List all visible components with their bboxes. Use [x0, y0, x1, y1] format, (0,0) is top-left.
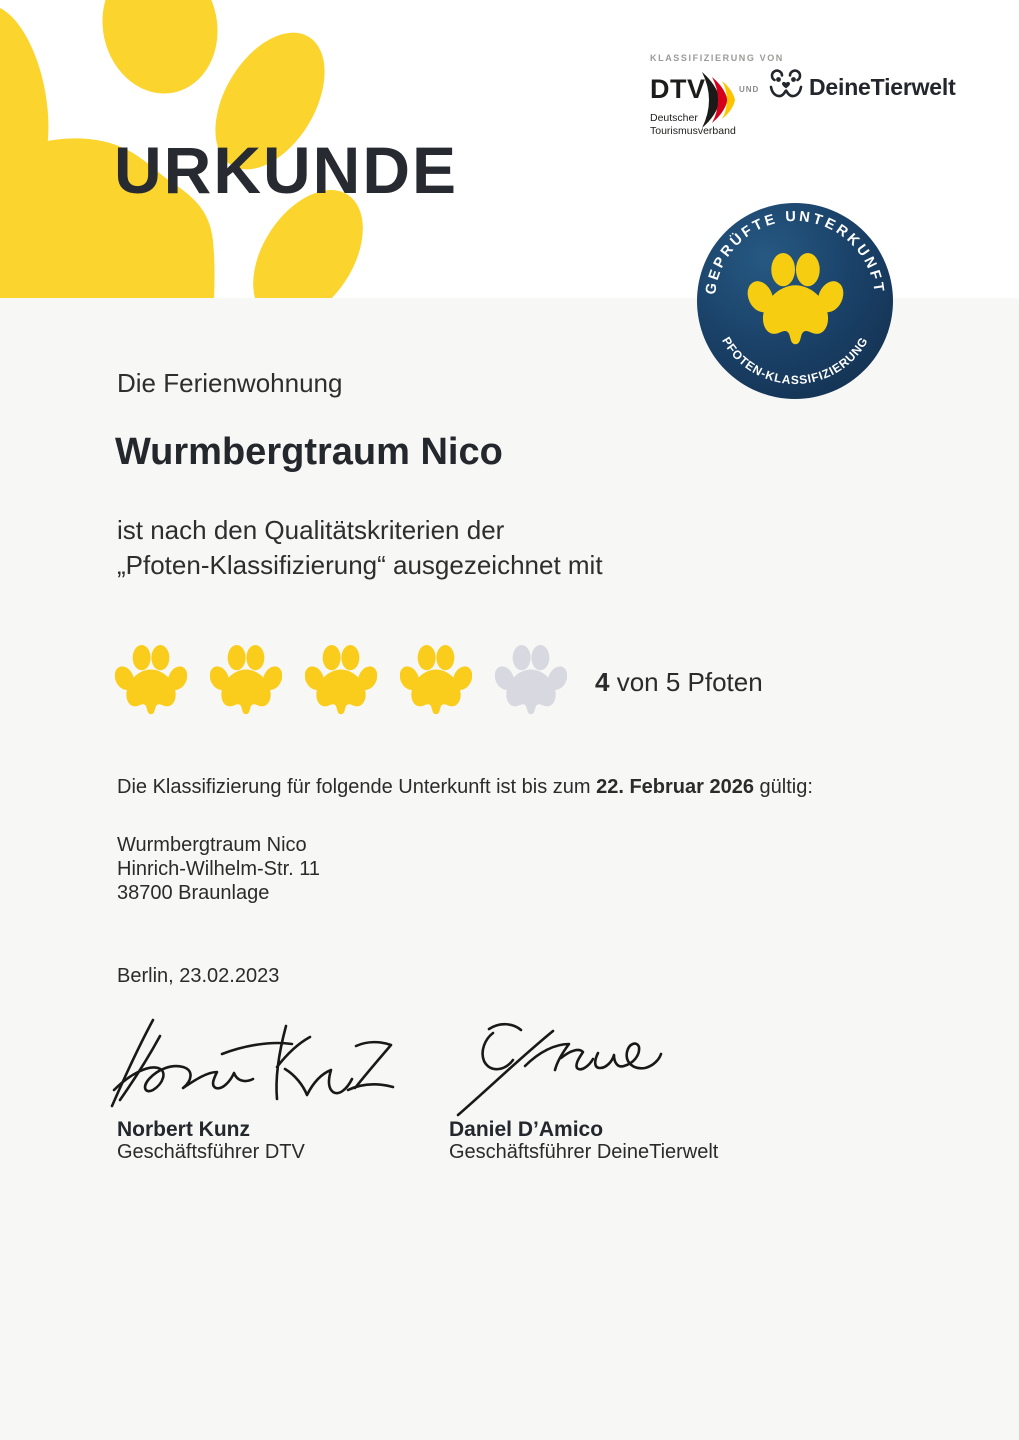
signer-name: Norbert Kunz: [117, 1118, 250, 1141]
rating-value: 4: [595, 667, 610, 697]
address-line: Wurmbergtraum Nico: [117, 834, 307, 856]
dtv-subtitle: [650, 112, 736, 137]
dtv-subtitle-line1: Deutscher: [650, 112, 698, 124]
validity-date: 22. Februar 2026: [596, 776, 754, 798]
signer-block-dtv: [117, 1119, 305, 1163]
address-line: 38700 Braunlage: [117, 882, 270, 904]
paw-icon: [210, 645, 282, 720]
address-line: Hinrich-Wilhelm-Str. 11: [117, 858, 320, 880]
statement-line1: ist nach den Qualitätskriterien der: [117, 515, 505, 545]
statement-line2: „Pfoten-Klassifizierung“ ausgezeichnet mit: [117, 550, 603, 580]
und-label: UND: [739, 85, 760, 94]
statement: [117, 513, 603, 583]
pfoten-badge: [697, 203, 893, 399]
property-name: Wurmbergtraum Nico: [115, 431, 503, 473]
signature-norbert-kunz: [106, 1010, 401, 1115]
dtv-logo-text: DTV: [650, 74, 706, 104]
rating-suffix: von 5 Pfoten: [609, 667, 763, 697]
badge-paw-icon: [743, 253, 848, 344]
badge-top-text: GEPRÜFTE UNTERKUNFT: [703, 208, 887, 296]
signer-role: Geschäftsführer DeineTierwelt: [449, 1141, 719, 1163]
dtv-subtitle-line2: Tourismusverband: [650, 124, 736, 137]
rating-label: [595, 667, 763, 698]
deinetierwelt-logo-text: DeineTierwelt: [809, 74, 956, 100]
intro-line: Die Ferienwohnung: [117, 368, 343, 398]
deinetierwelt-face-icon: [766, 69, 806, 107]
paw-rating-row: [115, 645, 763, 720]
signer-block-deinetierwelt: [449, 1119, 718, 1163]
paw-icon: [115, 645, 187, 720]
issue-place-date: Berlin, 23.02.2023: [117, 965, 280, 987]
badge-bottom-text: PFOTEN-KLASSIFIZIERUNG: [719, 334, 871, 387]
paw-icon: [400, 645, 472, 720]
signer-name: Daniel D’Amico: [449, 1118, 604, 1141]
paw-icon: [305, 645, 377, 720]
classification-of-label: KLASSIFIZIERUNG VON: [650, 53, 784, 63]
validity-line: Die Klassifizierung für folgende Unterkunft ist bis zum 22. Februar 2026 gültig:: [117, 776, 813, 798]
paw-rating-icons: [115, 645, 567, 720]
signer-role: Geschäftsführer DTV: [117, 1141, 305, 1163]
signature-daniel-damico: [440, 1018, 670, 1118]
page-title: URKUNDE: [114, 133, 458, 207]
svg-text:GEPRÜFTE UNTERKUNFT: [703, 209, 887, 296]
address-block: [117, 833, 320, 905]
paw-icon: [495, 645, 567, 720]
